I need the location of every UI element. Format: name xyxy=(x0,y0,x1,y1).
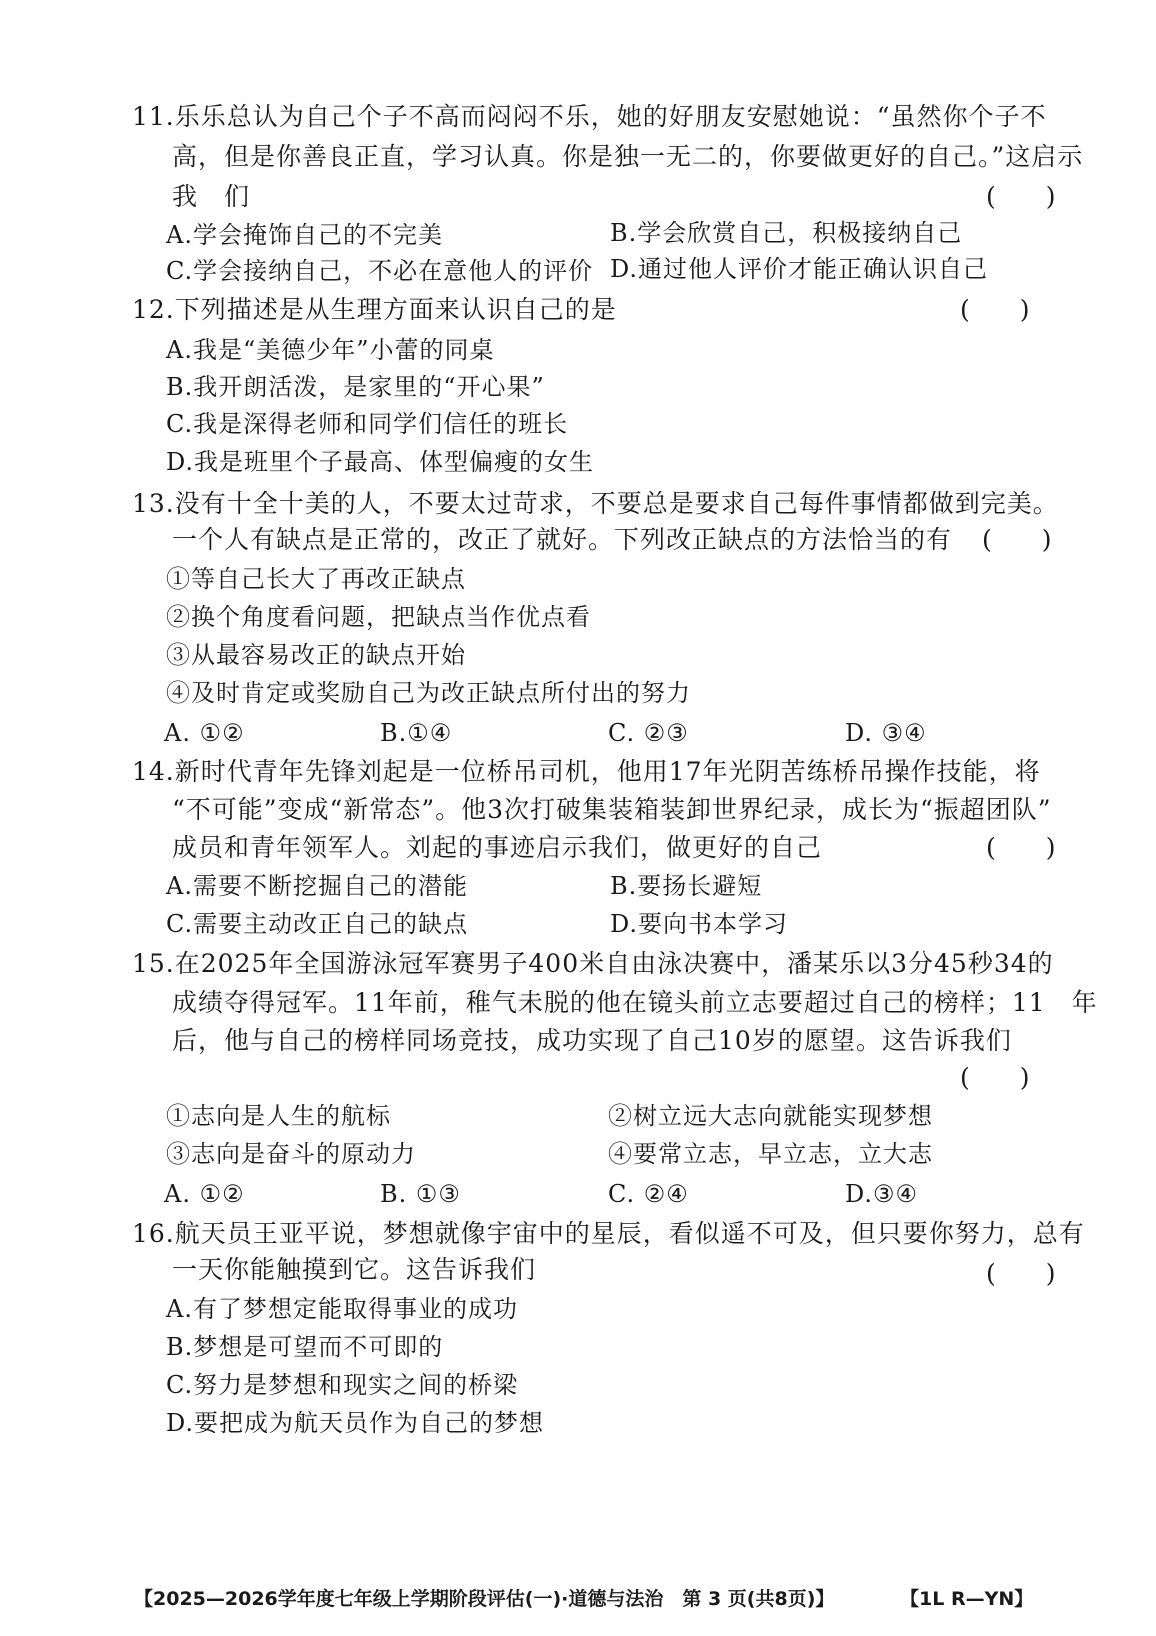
question-14-line-2: “不可能”变成“新常态”。他3次打破集装箱装卸世界纪录，成长为“振超团队” xyxy=(172,795,1052,824)
option-13-b: B.①④ xyxy=(380,719,453,747)
page-footer-code: 【1L R—YN】 xyxy=(900,1588,1034,1610)
option-13-a: A. ①② xyxy=(164,719,245,747)
answer-blank-11: ( ) xyxy=(986,182,1056,211)
answer-blank-13: ( ) xyxy=(982,525,1052,554)
option-13-d: D. ③④ xyxy=(845,719,927,747)
question-14-line-3: 成员和青年领军人。刘起的事迹启示我们，做更好的自己 xyxy=(172,833,823,862)
question-16-line-2: 一天你能触摸到它。这告诉我们 xyxy=(172,1255,537,1284)
question-14-line-1: 14.新时代青年先锋刘起是一位桥吊司机，他用17年光阴苦练桥吊操作技能，将 xyxy=(132,757,1041,786)
answer-blank-15: ( ) xyxy=(960,1063,1030,1092)
question-16-line-1: 16.航天员王亚平说，梦想就像宇宙中的星辰，看似遥不可及，但只要你努力，总有 xyxy=(132,1219,1085,1248)
option-12-b: B.我开朗活泼，是家里的“开心果” xyxy=(166,373,545,401)
statement-15-4: ④要常立志，早立志，立大志 xyxy=(608,1140,933,1168)
statement-13-3: ③从最容易改正的缺点开始 xyxy=(166,641,466,669)
question-11-line-2: 高，但是你善良正直，学习认真。你是独一无二的，你要做更好的自己。”这启示 xyxy=(172,142,1084,171)
question-15-line-3: 后，他与自己的榜样同场竞技，成功实现了自己10岁的愿望。这告诉我们 xyxy=(172,1026,1012,1055)
option-15-c: C. ②④ xyxy=(608,1180,689,1208)
option-16-b: B.梦想是可望而不可即的 xyxy=(166,1333,444,1361)
option-14-a: A.需要不断挖掘自己的潜能 xyxy=(166,872,468,900)
statement-15-2: ②树立远大志向就能实现梦想 xyxy=(608,1102,933,1130)
question-15-line-2: 成绩夺得冠军。11年前，稚气未脱的他在镜头前立志要超过自己的榜样；11 年 xyxy=(172,988,1098,1017)
option-14-b: B.要扬长避短 xyxy=(610,872,763,900)
option-16-c: C.努力是梦想和现实之间的桥梁 xyxy=(166,1371,519,1399)
statement-13-4: ④及时肯定或奖励自己为改正缺点所付出的努力 xyxy=(166,679,691,707)
statement-15-3: ③志向是奋斗的原动力 xyxy=(166,1140,416,1168)
option-16-d: D.要把成为航天员作为自己的梦想 xyxy=(166,1409,545,1437)
answer-blank-12: ( ) xyxy=(960,295,1030,324)
option-11-b: B.学会欣赏自己，积极接纳自己 xyxy=(610,219,963,247)
option-15-a: A. ①② xyxy=(164,1180,245,1208)
question-12-line-1: 12.下列描述是从生理方面来认识自己的是 xyxy=(132,295,617,324)
question-15-line-1: 15.在2025年全国游泳冠军赛男子400米自由泳决赛中，潘某乐以3分45秒34的 xyxy=(132,949,1054,978)
option-12-a: A.我是“美德少年”小蕾的同桌 xyxy=(166,336,495,364)
answer-blank-16: ( ) xyxy=(986,1259,1056,1288)
statement-13-2: ②换个角度看问题，把缺点当作优点看 xyxy=(166,603,591,631)
option-11-a: A.学会掩饰自己的不完美 xyxy=(166,221,443,249)
question-13-line-1: 13.没有十全十美的人，不要太过苛求，不要总是要求自己每件事情都做到完美。 xyxy=(132,489,1059,518)
question-11-line-3: 我 们 xyxy=(172,182,251,211)
option-14-d: D.要向书本学习 xyxy=(610,910,789,938)
option-12-c: C.我是深得老师和同学们信任的班长 xyxy=(166,410,569,438)
option-15-b: B. ①③ xyxy=(380,1180,461,1208)
answer-blank-14: ( ) xyxy=(986,833,1056,862)
page-footer-info: 【2025—2026学年度七年级上学期阶段评估(一)·道德与法治 第 3 页(共8页)】 xyxy=(134,1588,835,1610)
option-12-d: D.我是班里个子最高、体型偏瘦的女生 xyxy=(166,448,595,476)
option-14-c: C.需要主动改正自己的缺点 xyxy=(166,910,469,938)
option-13-c: C. ②③ xyxy=(608,719,689,747)
question-13-line-2: 一个人有缺点是正常的，改正了就好。下列改正缺点的方法恰当的有 xyxy=(172,525,953,554)
option-16-a: A.有了梦想定能取得事业的成功 xyxy=(166,1295,518,1323)
statement-13-1: ①等自己长大了再改正缺点 xyxy=(166,565,466,593)
statement-15-1: ①志向是人生的航标 xyxy=(166,1102,391,1130)
question-11-line-1: 11.乐乐总认为自己个子不高而闷闷不乐，她的好朋友安慰她说：“虽然你个子不 xyxy=(132,102,1047,131)
option-15-d: D.③④ xyxy=(845,1180,919,1208)
option-11-d: D.通过他人评价才能正确认识自己 xyxy=(610,255,989,283)
option-11-c: C.学会接纳自己，不必在意他人的评价 xyxy=(166,257,594,285)
